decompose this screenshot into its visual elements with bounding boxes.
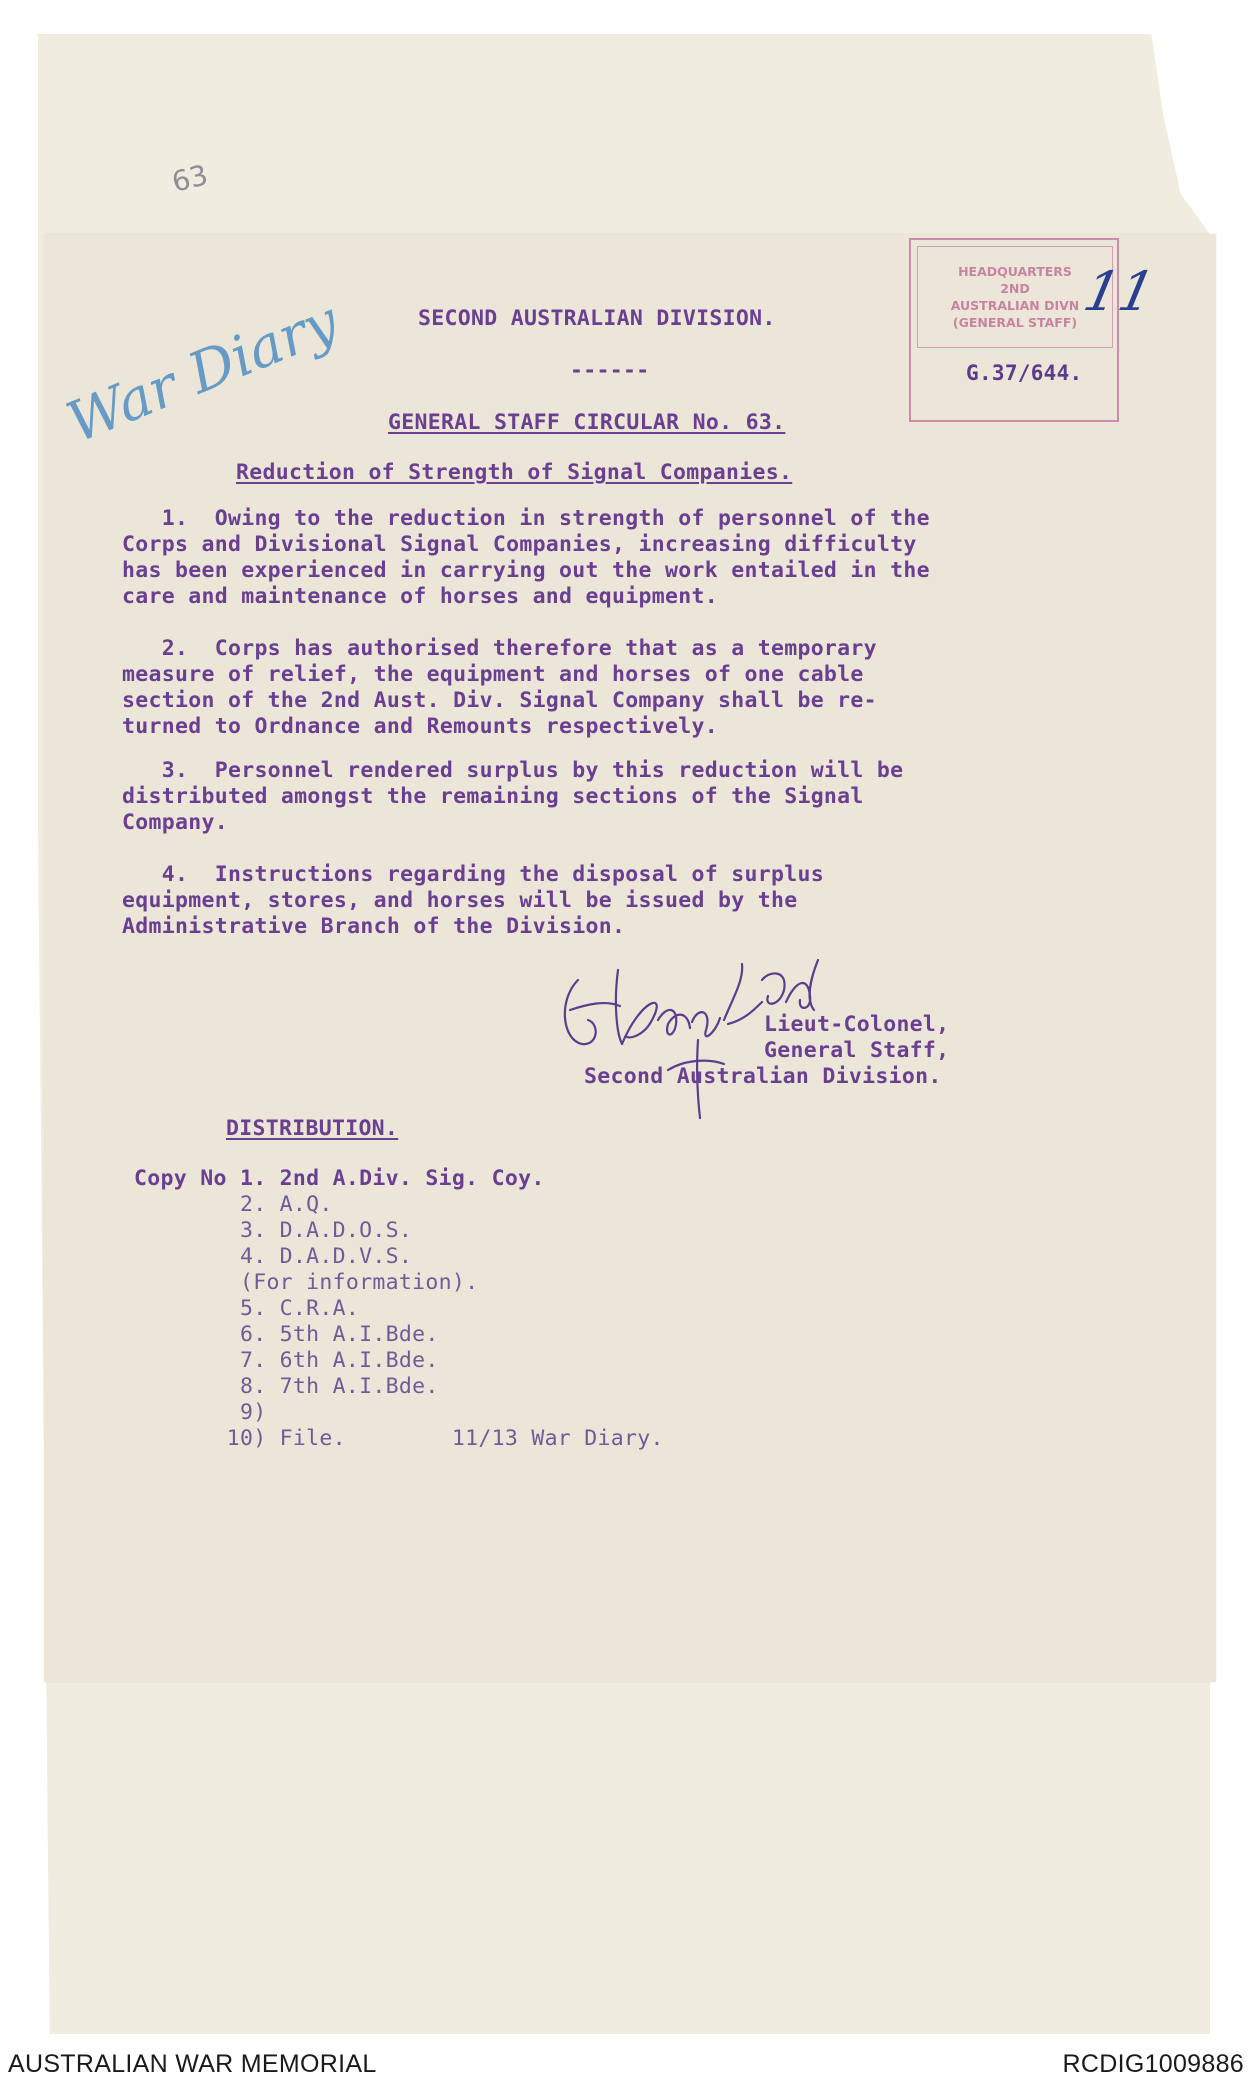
paragraph-line: turned to Ordnance and Remounts respectively. <box>122 714 718 739</box>
signatory-branch: General Staff, <box>764 1038 950 1063</box>
distribution-row: 9) <box>134 1400 267 1425</box>
paragraph-line: distributed amongst the remaining sections of the Signal <box>122 784 864 809</box>
distribution-heading: DISTRIBUTION. <box>226 1116 399 1141</box>
paragraph-1 <box>122 506 930 610</box>
paragraph-line: care and maintenance of horses and equipment. <box>122 584 718 609</box>
stamp-line: AUSTRALIAN DIVN <box>950 298 1080 313</box>
paragraph-line: measure of relief, the equipment and horses of one cable <box>122 662 864 687</box>
stamp-line: HEADQUARTERS <box>958 264 1072 279</box>
circular-subject: Reduction of Strength of Signal Companies. <box>236 460 793 485</box>
crayon-war-diary-note: War Diary <box>58 288 348 457</box>
distribution-row: 6. 5th A.I.Bde. <box>134 1322 439 1347</box>
headquarters-received-stamp <box>909 238 1161 422</box>
paragraph-line: equipment, stores, and horses will be issued by the <box>122 888 798 913</box>
paragraph-line: has been experienced in carrying out the work entailed in the <box>122 558 930 583</box>
archive-credit: AUSTRALIAN WAR MEMORIAL <box>8 2050 377 2078</box>
paragraph-line: Administrative Branch of the Division. <box>122 914 626 939</box>
paragraph-3 <box>122 758 903 836</box>
paragraph-line: 4. Instructions regarding the disposal of surplus <box>122 862 824 887</box>
distribution-row: 4. D.A.D.V.S. <box>134 1244 413 1269</box>
signatory-formation: Second Australian Division. <box>584 1064 942 1089</box>
paragraph-line: section of the 2nd Aust. Div. Signal Company shall be re- <box>122 688 877 713</box>
distribution-row: 10) File. 11/13 War Diary. <box>134 1426 664 1451</box>
file-reference-number: G.37/644. <box>966 361 1083 385</box>
paragraph-line: 2. Corps has authorised therefore that as a temporary <box>122 636 877 661</box>
heading-divider: ------ <box>570 358 650 383</box>
stamp-line: (GENERAL STAFF) <box>952 315 1078 330</box>
distribution-row: 5. C.R.A. <box>134 1296 360 1321</box>
paragraph-line: Company. <box>122 810 228 835</box>
distribution-row: 7. 6th A.I.Bde. <box>134 1348 439 1373</box>
handwritten-tick-mark: 11 <box>1078 260 1161 323</box>
paragraph-4 <box>122 862 824 940</box>
distribution-row: 3. D.A.D.O.S. <box>134 1218 413 1243</box>
pencil-page-number: 63 <box>168 158 212 199</box>
circular-title: GENERAL STAFF CIRCULAR No. 63. <box>388 410 786 435</box>
paragraph-2 <box>122 636 877 740</box>
signatory-rank: Lieut-Colonel, <box>764 1012 950 1037</box>
distribution-row: 2. A.Q. <box>134 1192 333 1217</box>
paragraph-line: 1. Owing to the reduction in strength of personnel of the <box>122 506 930 531</box>
paragraph-line: Corps and Divisional Signal Companies, increasing difficulty <box>122 532 917 557</box>
stamp-line: 2ND <box>1000 281 1030 296</box>
archive-item-id: RCDIG1009886 <box>1062 2050 1244 2078</box>
distribution-row: 8. 7th A.I.Bde. <box>134 1374 439 1399</box>
distribution-list <box>134 1166 894 1466</box>
division-heading: SECOND AUSTRALIAN DIVISION. <box>418 306 776 331</box>
distribution-row: (For information). <box>134 1270 479 1295</box>
paragraph-line: 3. Personnel rendered surplus by this reduction will be <box>122 758 904 783</box>
distribution-row: Copy No 1. 2nd A.Div. Sig. Coy. <box>134 1166 545 1191</box>
